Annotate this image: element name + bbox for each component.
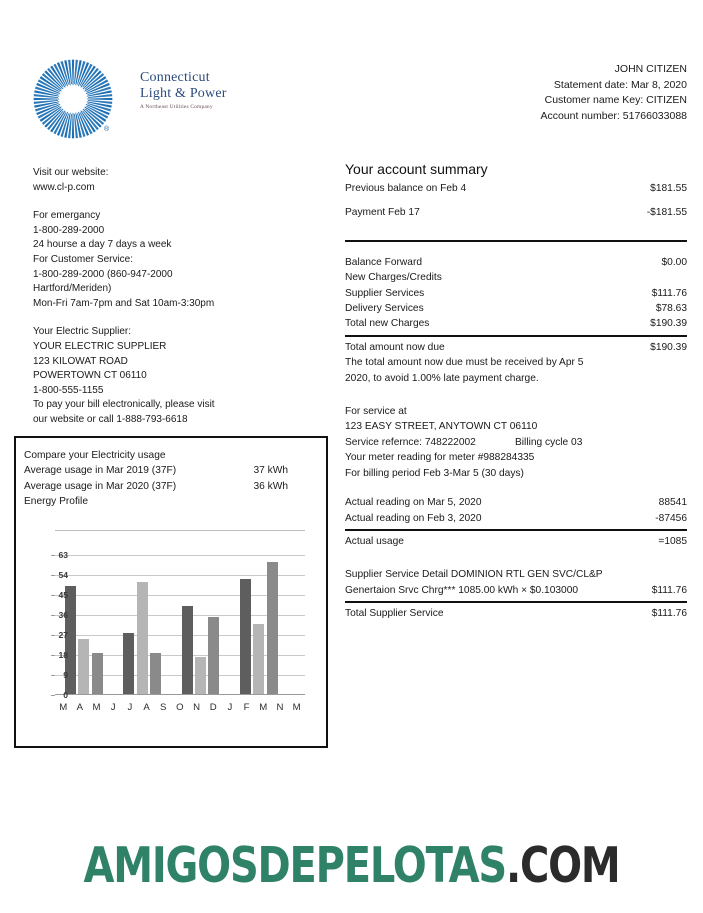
chart-x-axis <box>55 694 305 695</box>
payment-value: -$181.55 <box>646 207 687 219</box>
electricity-usage-panel <box>14 436 328 748</box>
usage-2020-label: Average usage in Mar 2020 (37F) <box>24 480 177 492</box>
chart-x-label: D <box>209 702 217 713</box>
sunburst-logo-icon <box>32 58 114 140</box>
balance-forward-value: $0.00 <box>661 256 687 268</box>
chart-y-tick-label: 27 <box>58 630 68 640</box>
chart-bar <box>267 562 278 695</box>
row-reading-previous <box>345 511 687 526</box>
chart-bar <box>78 639 89 695</box>
chart-x-label: N <box>193 702 201 713</box>
contact-block <box>33 209 333 311</box>
supplier-phone: 1-800-555-1155 <box>33 384 104 396</box>
chart-y-tick-label: 0 <box>63 690 68 700</box>
delivery-services-value: $78.63 <box>655 303 687 315</box>
usage-2019-label: Average usage in Mar 2019 (37F) <box>24 465 177 477</box>
meter-line: Your meter reading for meter #988284335 <box>345 452 535 464</box>
brand-name-line2: Light & Power <box>140 86 227 101</box>
supplier-block <box>33 325 333 427</box>
divider-before-actual-usage <box>345 529 687 531</box>
total-new-charges-value: $190.39 <box>650 318 687 330</box>
website-url[interactable]: www.cl-p.com <box>33 181 95 193</box>
chart-plot-area <box>55 555 305 695</box>
chart-bar <box>92 653 103 695</box>
chart-x-label: J <box>227 702 233 713</box>
total-supplier-service-value: $111.76 <box>651 608 687 620</box>
account-summary-column <box>345 160 687 622</box>
supplier-services-label: Supplier Services <box>345 287 425 299</box>
chart-y-tick-label: 54 <box>58 570 68 580</box>
billing-cycle: Billing cycle 03 <box>515 436 583 448</box>
divider-before-total-supplier <box>345 601 687 603</box>
row-previous-balance <box>345 181 687 196</box>
brand-name-line1: Connecticut <box>140 70 210 85</box>
row-payment <box>345 205 687 220</box>
supplier-name: YOUR ELECTRIC SUPPLIER <box>33 340 167 352</box>
actual-usage-label: Actual usage <box>345 535 404 547</box>
chart-y-tick-mark <box>51 635 55 636</box>
generation-charge-value: $111.76 <box>651 584 687 596</box>
row-total-due <box>345 340 687 355</box>
chart-bar <box>123 633 134 695</box>
left-info-column <box>33 166 333 442</box>
chart-y-tick-label: 63 <box>58 550 68 560</box>
customer-header <box>540 62 687 124</box>
chart-bar <box>240 579 251 695</box>
total-due-value: $190.39 <box>650 341 687 353</box>
chart-bar <box>150 653 161 695</box>
chart-y-tick-label: 45 <box>58 590 68 600</box>
emergency-hours: 24 hourse a day 7 days a week <box>33 239 172 251</box>
chart-x-axis-labels <box>55 702 305 713</box>
chart-x-label: M <box>59 702 68 713</box>
chart-y-tick-mark <box>51 555 55 556</box>
chart-y-tick-label: 18 <box>58 650 68 660</box>
chart-x-label: N <box>276 702 284 713</box>
chart-x-label: F <box>243 702 250 713</box>
usage-2019-value: 37 kWh <box>253 465 288 477</box>
row-total-supplier-service <box>345 606 687 621</box>
customer-service-region: Hartford/Meriden) <box>33 283 112 295</box>
divider-before-total-due <box>345 335 687 337</box>
chart-y-tick-mark <box>51 655 55 656</box>
due-note-line1: The total amount now due must be received by Apr 5 <box>345 357 584 369</box>
epay-line2: our website or call 1-888-793-6618 <box>33 413 188 425</box>
brand-tagline: A Northeast Utilities Company <box>140 104 213 110</box>
total-supplier-service-label: Total Supplier Service <box>345 608 444 620</box>
row-actual-usage <box>345 534 687 549</box>
chart-y-tick-mark <box>51 675 55 676</box>
chart-x-label: A <box>143 702 151 713</box>
row-supplier-services <box>345 286 687 301</box>
statement-date: Statement date: Mar 8, 2020 <box>553 78 687 91</box>
balance-forward-label: Balance Forward <box>345 256 423 268</box>
chart-y-tick-mark <box>51 695 55 696</box>
reading-current-label: Actual reading on Mar 5, 2020 <box>345 497 482 509</box>
chart-x-label: M <box>259 702 268 713</box>
epay-line1: To pay your bill electronically, please visit <box>33 399 215 411</box>
chart-y-tick-mark <box>51 615 55 616</box>
actual-usage-value: =1085 <box>658 535 687 547</box>
registered-mark: ® <box>104 126 110 133</box>
customer-service-phone: 1-800-289-2000 (860-947-2000 <box>33 268 173 280</box>
chart-bar <box>195 657 206 695</box>
chart-x-label: A <box>76 702 84 713</box>
supplier-street: 123 KILOWAT ROAD <box>33 355 128 367</box>
customer-service-hours: Mon-Fri 7am-7pm and Sat 10am-3:30pm <box>33 297 215 309</box>
chart-bar <box>182 606 193 695</box>
usage-row-2019 <box>24 463 322 478</box>
for-service-at-label: For service at <box>345 406 407 418</box>
row-delivery-services <box>345 301 687 316</box>
customer-name: JOHN CITIZEN <box>614 63 687 75</box>
usage-panel-title: Compare your Electricity usage <box>24 450 166 461</box>
reading-previous-label: Actual reading on Feb 3, 2020 <box>345 512 482 524</box>
chart-x-label: M <box>92 702 101 713</box>
chart-gridline <box>55 555 305 556</box>
chart-bar <box>137 582 148 695</box>
website-label: Visit our website: <box>33 167 109 178</box>
chart-x-label: S <box>160 702 167 713</box>
watermark-secondary: .COM <box>505 838 620 895</box>
billing-period: For billing period Feb 3-Mar 5 (30 days) <box>345 467 524 479</box>
customer-name-key: Customer name Key: CITIZEN <box>544 94 687 106</box>
chart-top-rule <box>55 530 305 531</box>
chart-x-label: J <box>127 702 133 713</box>
chart-y-tick-mark <box>51 595 55 596</box>
energy-profile-chart <box>24 530 322 730</box>
supplier-services-value: $111.76 <box>651 287 687 299</box>
new-charges-label: New Charges/Credits <box>345 272 442 284</box>
usage-panel-header <box>24 448 322 510</box>
chart-x-label: J <box>110 702 116 713</box>
energy-profile-label: Energy Profile <box>24 496 88 508</box>
supplier-city-state-zip: POWERTOWN CT 06110 <box>33 370 147 382</box>
row-balance-forward <box>345 255 687 270</box>
account-number: Account number: 51766033088 <box>540 109 687 122</box>
chart-bar <box>208 617 219 695</box>
chart-bar <box>253 624 264 695</box>
usage-row-2020 <box>24 479 322 494</box>
previous-balance-value: $181.55 <box>650 183 687 194</box>
page-title: Your account summary <box>345 161 488 177</box>
chart-x-label: O <box>176 702 184 713</box>
website-block <box>33 166 333 195</box>
reading-current-value: 88541 <box>658 497 687 509</box>
site-watermark <box>0 838 703 894</box>
customer-service-label: For Customer Service: <box>33 253 134 265</box>
row-total-new-charges <box>345 316 687 331</box>
supplier-detail-heading: Supplier Service Detail DOMINION RTL GEN SVC/CL&P <box>345 569 603 581</box>
delivery-services-label: Delivery Services <box>345 303 424 315</box>
generation-charge-label: Genertaion Srvc Chrg*** 1085.00 kWh × $0.103000 <box>345 584 579 596</box>
total-new-charges-label: Total new Charges <box>345 318 430 330</box>
chart-x-label: M <box>292 702 301 713</box>
logo-wordmark <box>140 70 275 112</box>
emergency-phone: 1-800-289-2000 <box>33 224 105 236</box>
company-logo <box>32 58 272 150</box>
row-generation-charge <box>345 583 687 598</box>
payment-label: Payment Feb 17 <box>345 207 420 219</box>
watermark-primary: AMIGOSDEPELOTAS <box>83 838 506 895</box>
usage-2020-value: 36 kWh <box>253 480 288 492</box>
supplier-heading: Your Electric Supplier: <box>33 326 132 338</box>
reading-previous-value: -87456 <box>655 512 687 524</box>
service-reference: Service refernce: 748222002 <box>345 436 476 448</box>
emergency-label: For emergancy <box>33 210 101 222</box>
chart-y-tick-label: 9 <box>63 670 68 680</box>
previous-balance-label: Previous balance on Feb 4 <box>345 183 467 194</box>
divider-after-payment <box>345 240 687 242</box>
chart-y-tick-mark <box>51 575 55 576</box>
due-note-line2: 2020, to avoid 1.00% late payment charge. <box>345 372 539 384</box>
row-reading-current <box>345 495 687 510</box>
service-address: 123 EASY STREET, ANYTOWN CT 06110 <box>345 421 538 433</box>
row-service-reference <box>345 435 687 450</box>
total-due-label: Total amount now due <box>345 341 445 353</box>
chart-y-tick-label: 36 <box>58 610 68 620</box>
